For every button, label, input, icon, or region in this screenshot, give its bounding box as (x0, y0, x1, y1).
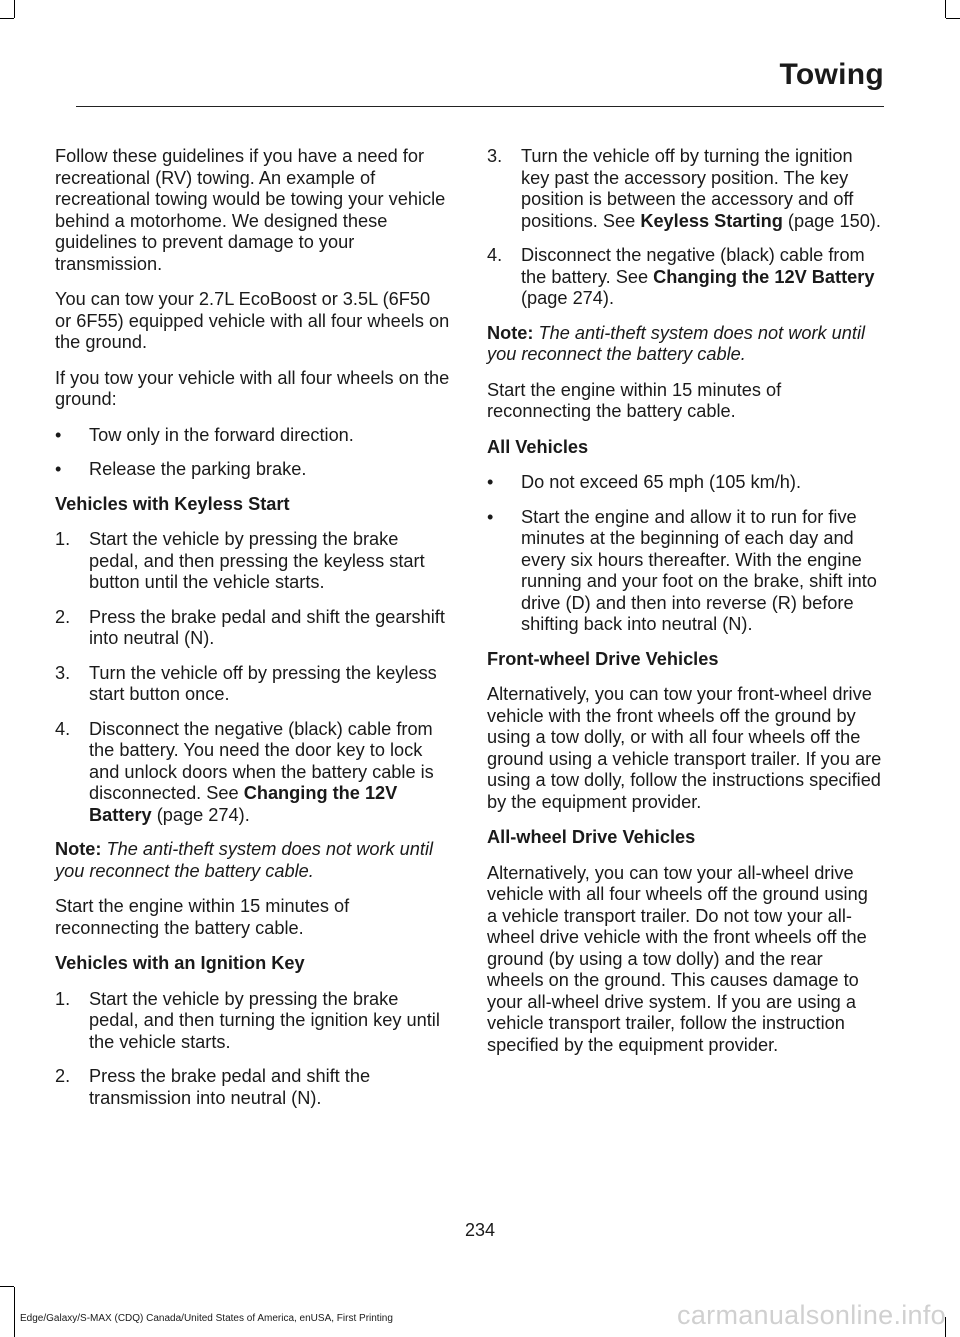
cross-reference-link[interactable]: Changing the 12V Battery (653, 266, 875, 287)
intro-paragraph: You can tow your 2.7L EcoBoost or 3.5L (6F50 or 6F55) equipped vehicle with all four wheels on the ground. (55, 289, 450, 352)
list-item: • Release the parking brake. (55, 459, 307, 479)
crop-mark (14, 0, 15, 18)
list-item: • Start the engine and allow it to run for five minutes at the beginning of each day and every six hours thereafter. With the engine running and your foot on the brake, shift into drive (D) and then into reverse (R) before shifting back into neutral (N). (487, 506, 877, 634)
left-column (55, 146, 450, 1122)
right-column (487, 146, 882, 1070)
list-item: 4. Disconnect the negative (black) cable from the battery. You need the door key to lock and unlock doors when the battery cable is disconnected. See Changing the 12V Battery (page 274). (55, 718, 434, 825)
bullet-marker: • (55, 459, 62, 479)
list-item: 2. Press the brake pedal and shift the transmission into neutral (N). (55, 1066, 371, 1108)
crop-mark (14, 1287, 15, 1337)
crop-mark (945, 0, 946, 18)
crop-mark (0, 1286, 14, 1287)
note: Note: The anti-theft system does not work until you reconnect the battery cable. (55, 839, 434, 881)
list-item: 3. Turn the vehicle off by turning the ignition key past the accessory position. The key position is between the accessory and off positions. See Keyless Starting (page 150). (487, 146, 881, 231)
note: Note: The anti-theft system does not work until you reconnect the battery cable. (487, 322, 866, 364)
ignition-steps-continued (487, 146, 882, 310)
footer-text: Edge/Galaxy/S-MAX (CDQ) Canada/United States of America, enUSA, First Printing (20, 1313, 393, 1324)
bullet-marker: • (55, 424, 62, 445)
crop-mark (946, 18, 960, 19)
section-heading-keyless: Vehicles with Keyless Start (55, 493, 290, 514)
cross-reference-link[interactable]: Changing the 12V Battery (89, 783, 398, 825)
list-item: 1. Start the vehicle by pressing the brake pedal, and then pressing the keyless start button until the vehicle starts. (55, 529, 425, 592)
keyless-steps (55, 529, 450, 826)
list-item: 1. Start the vehicle by pressing the brake pedal, and then turning the ignition key until the vehicle starts. (55, 988, 440, 1052)
list-item: • Do not exceed 65 mph (105 km/h). (487, 472, 802, 492)
cross-reference-link[interactable]: Keyless Starting (640, 210, 783, 231)
paragraph: Start the engine within 15 minutes of reconnecting the battery cable. (55, 896, 350, 938)
paragraph: Alternatively, you can tow your all-wheel drive vehicle with all four wheels off the ground using a vehicle transport trailer. Do not tow your all-wheel drive vehicle with the front wheels off the ground (by using a tow dolly) and the rear wheels on the ground. This causes damage to your all-wheel drive system. If you are using a vehicle transport trailer, follow the instruction specified by the equipment provider. (487, 862, 868, 1055)
section-heading-fwd: Front-wheel Drive Vehicles (487, 648, 719, 669)
crop-mark (0, 18, 14, 19)
bullet-marker: • (487, 506, 494, 527)
paragraph: Alternatively, you can tow your front-wheel drive vehicle with the front wheels off the ground by using a tow dolly, or with all four wheels off the ground using a vehicle transport trailer. If you are using a tow dolly, follow the instructions specified by the equipment provider. (487, 684, 882, 812)
all-vehicles-list (487, 472, 882, 636)
list-item: 2. Press the brake pedal and shift the gearshift into neutral (N). (55, 606, 445, 648)
list-item: 3. Turn the vehicle off by pressing the keyless start button once. (55, 662, 437, 704)
page-title: Towing (779, 58, 884, 91)
section-heading-ignition: Vehicles with an Ignition Key (55, 953, 305, 973)
page-number: 234 (464, 1220, 496, 1240)
list-item: • Tow only in the forward direction. (55, 424, 354, 445)
four-wheels-list (55, 425, 450, 481)
ignition-steps (55, 989, 450, 1110)
intro-paragraph: If you tow your vehicle with all four wheels on the ground: (55, 367, 450, 409)
watermark: carmanualsonline.info (677, 1300, 946, 1330)
header-divider (76, 106, 884, 107)
list-item: 4. Disconnect the negative (black) cable from the battery. See Changing the 12V Battery (page 274). (487, 245, 875, 308)
section-heading-awd: All-wheel Drive Vehicles (487, 827, 696, 847)
bullet-marker: • (487, 472, 494, 492)
intro-paragraph: Follow these guidelines if you have a need for recreational (RV) towing. An example of recreational towing would be towing your vehicle behind a motorhome. We designed these guidelines to prevent damage to your transmission. (55, 146, 446, 274)
paragraph: Start the engine within 15 minutes of reconnecting the battery cable. (487, 379, 782, 421)
section-heading-all-vehicles: All Vehicles (487, 436, 589, 457)
